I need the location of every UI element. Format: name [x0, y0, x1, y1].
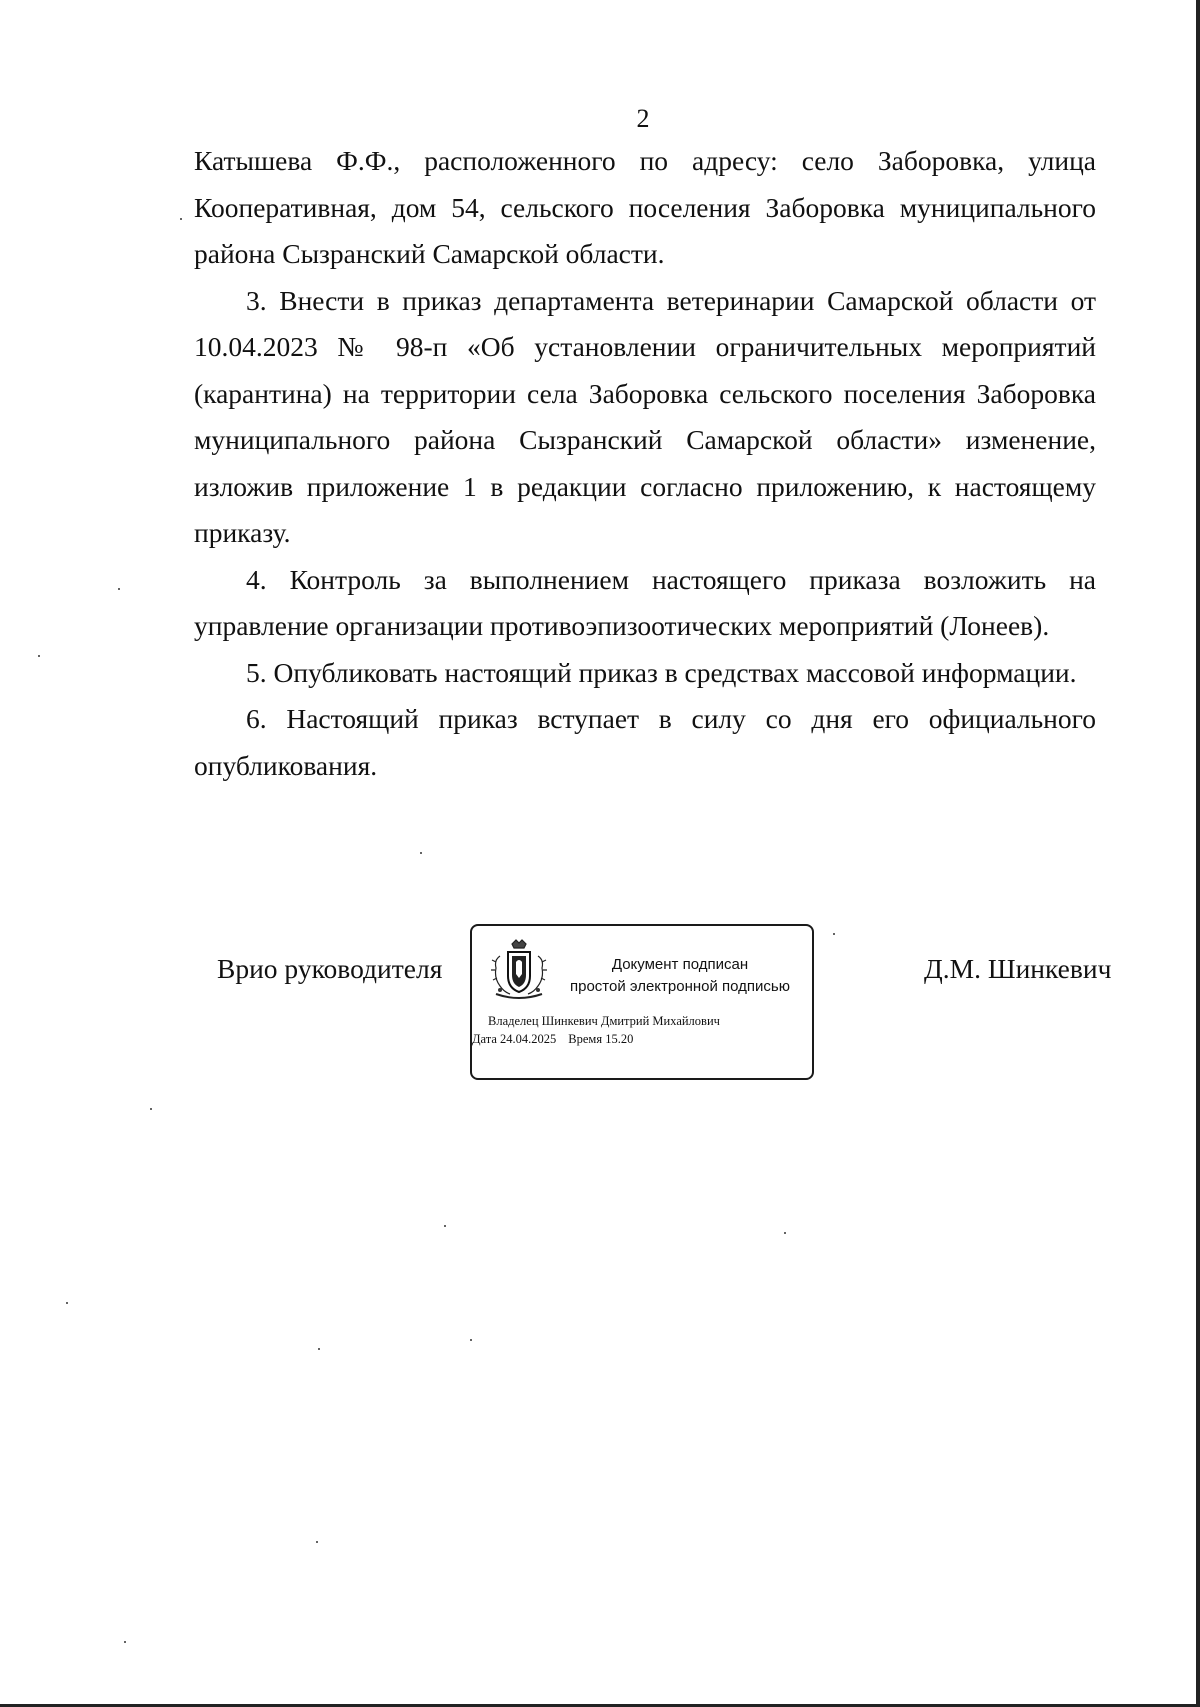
scan-speck	[316, 1541, 318, 1543]
scan-speck	[150, 1108, 152, 1110]
paragraph-item-6: 6. Настоящий приказ вступает в силу со дня его официального опубликования.	[194, 703, 1096, 781]
stamp-time: Время 15.20	[568, 1032, 634, 1046]
stamp-date: Дата 24.04.2025	[472, 1032, 557, 1046]
paragraph-item-4: 4. Контроль за выполнением настоящего приказа возложить на управление организации противоэпизоотических мероприятий (Лонеев).	[194, 563, 1096, 641]
electronic-signature-stamp	[470, 924, 814, 1080]
stamp-heading-line1: Документ подписан	[611, 956, 749, 973]
scan-speck	[180, 218, 182, 220]
scan-speck	[444, 1225, 446, 1227]
scan-speck	[66, 1302, 68, 1304]
stamp-heading	[550, 954, 810, 998]
scan-speck	[318, 1348, 320, 1350]
paragraph-continuation: Катышева Ф.Ф., расположенного по адресу: село Заборовка, улица Кооперативная, дом 54, сельского поселения Заборовка муниципального района Сызранский Самарской области.	[194, 145, 1096, 269]
scan-speck	[833, 933, 835, 935]
samara-coat-of-arms-icon	[490, 938, 548, 1000]
scan-speck	[118, 588, 120, 590]
scan-speck	[38, 655, 40, 657]
scan-speck	[784, 1232, 786, 1234]
stamp-date-time	[472, 1032, 645, 1047]
paragraph-item-3: 3. Внести в приказ департамента ветеринарии Самарской области от 10.04.2023 № 98-п «Об установлении ограничительных мероприятий (карантина) на территории села Заборовка сельского поселения Заборовка муниципального района Сызранский Самарской области» изменение, изложив приложение 1 в редакции согласно приложению, к настоящему приказу.	[194, 284, 1096, 548]
scan-speck	[470, 1339, 472, 1341]
signer-title: Врио руководителя	[217, 953, 443, 984]
document-body	[194, 138, 1096, 789]
signer-name: Д.М. Шинкевич	[924, 953, 1112, 984]
scan-speck	[124, 1641, 126, 1643]
paragraph-item-5: 5. Опубликовать настоящий приказ в средствах массовой информации.	[246, 656, 1077, 688]
stamp-owner: Владелец Шинкевич Дмитрий Михайлович	[488, 1014, 720, 1028]
scan-speck	[420, 852, 422, 854]
page-number: 2	[636, 104, 650, 133]
scan-edge-right	[1196, 0, 1200, 1707]
stamp-heading-line2: простой электронной подписью	[569, 978, 790, 995]
